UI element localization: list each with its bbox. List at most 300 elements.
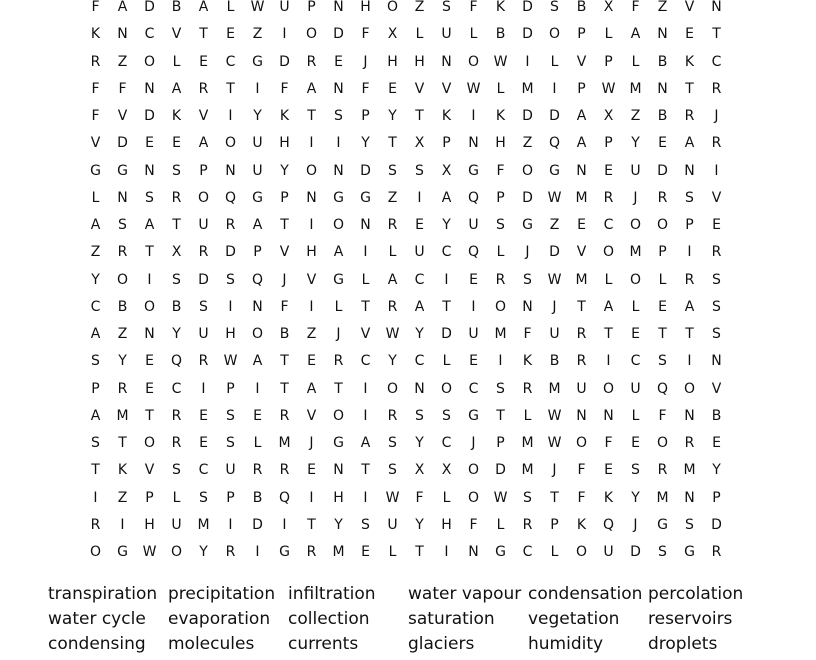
grid-letter: V xyxy=(441,80,452,97)
grid-letter: U xyxy=(414,244,425,261)
grid-letter: L xyxy=(172,53,181,70)
grid-row xyxy=(82,239,730,266)
grid-letter: Y xyxy=(631,135,640,152)
grid-letter: Y xyxy=(388,353,397,370)
grid-letter: S xyxy=(388,162,397,179)
grid-letter: R xyxy=(711,544,722,561)
grid-letter: D xyxy=(144,0,155,16)
grid-letter: I xyxy=(687,353,692,370)
grid-letter: G xyxy=(468,162,479,179)
grid-letter: J xyxy=(471,435,476,452)
grid-letter: N xyxy=(144,80,155,97)
grid-letter: L xyxy=(415,26,424,43)
grid-letter: Q xyxy=(251,271,264,288)
grid-letter: J xyxy=(633,189,638,206)
grid-letter: A xyxy=(144,217,155,234)
grid-letter: L xyxy=(550,544,559,561)
grid-letter: N xyxy=(306,189,317,206)
grid-letter: K xyxy=(603,489,614,506)
grid-letter: L xyxy=(172,489,181,506)
grid-row xyxy=(82,0,730,21)
grid-letter: H xyxy=(306,244,317,261)
grid-letter: C xyxy=(441,435,452,452)
grid-letter: U xyxy=(198,217,209,234)
grid-letter: N xyxy=(144,326,155,343)
grid-letter: R xyxy=(684,108,695,125)
grid-letter: Y xyxy=(415,435,424,452)
grid-letter: D xyxy=(144,108,155,125)
grid-letter: G xyxy=(333,189,344,206)
grid-letter: G xyxy=(90,162,101,179)
grid-letter: L xyxy=(523,407,532,424)
grid-letter: P xyxy=(199,162,208,179)
grid-letter: F xyxy=(523,326,532,343)
grid-letter: F xyxy=(577,462,586,479)
grid-row xyxy=(82,430,730,457)
grid-letter: S xyxy=(361,516,370,533)
grid-letter: R xyxy=(711,135,722,152)
grid-letter: J xyxy=(309,435,314,452)
grid-letter: O xyxy=(467,489,480,506)
grid-row xyxy=(82,130,730,157)
grid-letter: I xyxy=(336,135,341,152)
grid-letter: Z xyxy=(549,217,560,234)
grid-letter: Y xyxy=(712,462,721,479)
grid-letter: S xyxy=(685,516,694,533)
word-bank-item: infiltration xyxy=(288,584,376,604)
grid-letter: V xyxy=(198,108,209,125)
grid-letter: Z xyxy=(90,244,101,261)
grid-letter: X xyxy=(387,26,398,43)
grid-letter: U xyxy=(252,135,263,152)
grid-letter: D xyxy=(522,108,533,125)
grid-letter: R xyxy=(279,462,290,479)
grid-letter: T xyxy=(172,217,181,234)
grid-letter: J xyxy=(714,108,719,125)
grid-letter: T xyxy=(307,516,316,533)
grid-letter: F xyxy=(91,80,100,97)
grid-letter: S xyxy=(631,462,640,479)
grid-letter: D xyxy=(441,326,452,343)
grid-letter: G xyxy=(279,544,290,561)
grid-letter: W xyxy=(547,435,562,452)
grid-letter: F xyxy=(469,0,478,16)
grid-letter: T xyxy=(280,353,289,370)
grid-letter: B xyxy=(657,108,668,125)
grid-letter: D xyxy=(522,26,533,43)
grid-letter: Y xyxy=(172,326,181,343)
word-bank-item: humidity xyxy=(528,634,604,654)
grid-letter: T xyxy=(280,380,289,397)
grid-row xyxy=(82,267,730,294)
grid-letter: C xyxy=(360,353,371,370)
grid-letter: M xyxy=(494,326,507,343)
grid-letter: W xyxy=(547,271,562,288)
grid-letter: E xyxy=(631,435,640,452)
word-bank-item: reservoirs xyxy=(648,609,733,629)
grid-letter: N xyxy=(522,298,533,315)
grid-letter: L xyxy=(388,544,397,561)
grid-letter: T xyxy=(415,108,424,125)
grid-letter: R xyxy=(117,244,128,261)
grid-letter: O xyxy=(548,26,561,43)
grid-letter: H xyxy=(333,489,344,506)
grid-letter: A xyxy=(333,244,344,261)
grid-letter: K xyxy=(684,53,695,70)
grid-letter: M xyxy=(575,189,588,206)
grid-letter: N xyxy=(117,26,128,43)
grid-letter: S xyxy=(712,298,721,315)
grid-letter: J xyxy=(363,53,368,70)
grid-letter: E xyxy=(334,53,343,70)
grid-letter: N xyxy=(684,162,695,179)
grid-letter: B xyxy=(576,0,587,16)
grid-letter: L xyxy=(91,189,100,206)
grid-letter: A xyxy=(576,135,587,152)
grid-letter: T xyxy=(442,298,451,315)
grid-letter: S xyxy=(199,489,208,506)
grid-letter: P xyxy=(496,435,505,452)
grid-letter: Y xyxy=(118,353,127,370)
grid-row xyxy=(82,512,730,539)
grid-letter: I xyxy=(417,189,422,206)
grid-letter: S xyxy=(685,189,694,206)
grid-letter: R xyxy=(198,353,209,370)
grid-letter: O xyxy=(494,298,507,315)
grid-letter: W xyxy=(223,353,238,370)
grid-letter: H xyxy=(441,516,452,533)
grid-letter: V xyxy=(711,380,722,397)
grid-letter: V xyxy=(90,135,101,152)
grid-letter: W xyxy=(385,326,400,343)
grid-letter: G xyxy=(657,516,668,533)
grid-letter: M xyxy=(629,80,642,97)
grid-letter: O xyxy=(170,544,183,561)
grid-letter: O xyxy=(251,326,264,343)
grid-letter: P xyxy=(442,135,451,152)
grid-letter: J xyxy=(282,271,287,288)
grid-row xyxy=(82,185,730,212)
grid-letter: O xyxy=(305,26,318,43)
grid-letter: R xyxy=(306,544,317,561)
grid-letter: N xyxy=(144,162,155,179)
grid-letter: E xyxy=(253,407,262,424)
grid-letter: J xyxy=(633,516,638,533)
grid-letter: T xyxy=(415,544,424,561)
grid-letter: M xyxy=(116,407,129,424)
grid-letter: O xyxy=(467,462,480,479)
grid-letter: G xyxy=(684,544,695,561)
grid-letter: L xyxy=(496,244,505,261)
grid-letter: P xyxy=(712,489,721,506)
grid-letter: I xyxy=(228,108,233,125)
grid-letter: S xyxy=(658,353,667,370)
grid-letter: T xyxy=(685,80,694,97)
grid-letter: U xyxy=(387,516,398,533)
grid-letter: U xyxy=(198,326,209,343)
grid-letter: B xyxy=(657,53,668,70)
grid-letter: U xyxy=(549,326,560,343)
grid-letter: A xyxy=(117,0,128,16)
grid-letter: P xyxy=(577,80,586,97)
grid-letter: S xyxy=(118,217,127,234)
grid-letter: B xyxy=(711,407,722,424)
grid-letter: V xyxy=(576,53,587,70)
word-bank-item: evaporation xyxy=(168,609,271,629)
grid-letter: H xyxy=(414,53,425,70)
grid-letter: I xyxy=(228,516,233,533)
grid-letter: J xyxy=(336,326,341,343)
grid-letter: M xyxy=(278,435,291,452)
grid-letter: I xyxy=(552,80,557,97)
grid-letter: W xyxy=(142,544,157,561)
grid-letter: O xyxy=(575,435,588,452)
grid-letter: S xyxy=(415,162,424,179)
grid-letter: F xyxy=(91,0,100,16)
grid-letter: R xyxy=(603,189,614,206)
grid-letter: U xyxy=(225,462,236,479)
grid-letter: E xyxy=(145,353,154,370)
grid-letter: Q xyxy=(467,244,480,261)
grid-letter: R xyxy=(171,435,182,452)
grid-letter: G xyxy=(117,162,128,179)
grid-letter: R xyxy=(117,380,128,397)
grid-letter: T xyxy=(496,407,505,424)
word-bank xyxy=(48,582,808,657)
grid-letter: X xyxy=(441,462,452,479)
grid-letter: F xyxy=(577,489,586,506)
grid-letter: O xyxy=(629,271,642,288)
grid-letter: E xyxy=(604,162,613,179)
grid-letter: T xyxy=(604,326,613,343)
grid-letter: E xyxy=(631,326,640,343)
grid-letter: R xyxy=(171,189,182,206)
grid-letter: H xyxy=(144,516,155,533)
grid-letter: E xyxy=(145,135,154,152)
grid-letter: A xyxy=(90,407,101,424)
grid-letter: K xyxy=(117,462,128,479)
grid-letter: I xyxy=(282,516,287,533)
word-search-grid xyxy=(82,0,730,566)
grid-letter: P xyxy=(577,26,586,43)
grid-letter: A xyxy=(360,435,371,452)
grid-letter: H xyxy=(360,0,371,16)
grid-letter: E xyxy=(712,435,721,452)
grid-letter: K xyxy=(441,108,452,125)
grid-row xyxy=(82,403,730,430)
grid-letter: Z xyxy=(117,326,128,343)
grid-letter: V xyxy=(684,0,695,16)
grid-letter: Q xyxy=(548,135,561,152)
grid-letter: O xyxy=(602,244,615,261)
grid-letter: A xyxy=(198,135,209,152)
grid-letter: F xyxy=(658,407,667,424)
grid-letter: D xyxy=(549,108,560,125)
grid-letter: T xyxy=(91,462,100,479)
grid-letter: I xyxy=(282,26,287,43)
grid-letter: O xyxy=(656,217,669,234)
grid-letter: R xyxy=(198,80,209,97)
grid-letter: L xyxy=(442,489,451,506)
word-bank-item: molecules xyxy=(168,634,255,654)
grid-letter: E xyxy=(199,53,208,70)
grid-letter: K xyxy=(279,108,290,125)
grid-letter: S xyxy=(172,162,181,179)
grid-letter: C xyxy=(144,26,155,43)
grid-letter: I xyxy=(228,298,233,315)
grid-letter: T xyxy=(361,298,370,315)
grid-letter: Z xyxy=(630,108,641,125)
grid-letter: P xyxy=(226,380,235,397)
grid-letter: T xyxy=(145,407,154,424)
grid-letter: D xyxy=(522,189,533,206)
grid-letter: P xyxy=(658,244,667,261)
grid-letter: S xyxy=(442,0,451,16)
grid-letter: E xyxy=(415,217,424,234)
grid-letter: U xyxy=(279,0,290,16)
grid-letter: S xyxy=(199,298,208,315)
grid-letter: N xyxy=(576,162,587,179)
grid-letter: X xyxy=(171,244,182,261)
grid-letter: Z xyxy=(522,135,533,152)
grid-letter: R xyxy=(279,407,290,424)
grid-letter: P xyxy=(91,380,100,397)
grid-letter: R xyxy=(306,53,317,70)
grid-row xyxy=(82,21,730,48)
grid-letter: N xyxy=(603,407,614,424)
grid-letter: A xyxy=(252,353,263,370)
grid-letter: R xyxy=(198,244,209,261)
grid-letter: X xyxy=(603,0,614,16)
grid-letter: Y xyxy=(253,108,262,125)
grid-letter: S xyxy=(145,189,154,206)
grid-letter: A xyxy=(387,271,398,288)
grid-letter: M xyxy=(521,462,534,479)
grid-letter: Z xyxy=(252,26,263,43)
grid-letter: Z xyxy=(387,189,398,206)
grid-letter: V xyxy=(576,244,587,261)
grid-letter: Y xyxy=(415,326,424,343)
grid-letter: V xyxy=(306,271,317,288)
grid-letter: B xyxy=(252,489,263,506)
grid-letter: M xyxy=(521,80,534,97)
grid-row xyxy=(82,294,730,321)
grid-letter: P xyxy=(307,0,316,16)
grid-letter: B xyxy=(171,0,182,16)
grid-letter: S xyxy=(226,271,235,288)
grid-letter: N xyxy=(657,80,668,97)
grid-letter: S xyxy=(496,380,505,397)
grid-letter: L xyxy=(658,271,667,288)
grid-letter: S xyxy=(172,271,181,288)
grid-letter: O xyxy=(197,189,210,206)
grid-letter: E xyxy=(307,462,316,479)
word-bank-item: collection xyxy=(288,609,370,629)
grid-letter: E xyxy=(226,26,235,43)
grid-letter: M xyxy=(521,435,534,452)
grid-letter: E xyxy=(604,462,613,479)
grid-letter: K xyxy=(90,26,101,43)
grid-letter: F xyxy=(469,516,478,533)
grid-letter: H xyxy=(279,135,290,152)
grid-letter: G xyxy=(117,544,128,561)
grid-letter: B xyxy=(549,353,560,370)
grid-letter: L xyxy=(496,516,505,533)
grid-letter: R xyxy=(252,462,263,479)
grid-letter: C xyxy=(90,298,101,315)
grid-letter: W xyxy=(547,189,562,206)
grid-letter: A xyxy=(684,135,695,152)
grid-letter: P xyxy=(361,108,370,125)
grid-letter: C xyxy=(198,462,209,479)
grid-letter: S xyxy=(91,435,100,452)
grid-row xyxy=(82,539,730,566)
grid-letter: Q xyxy=(602,516,615,533)
grid-letter: A xyxy=(603,298,614,315)
grid-letter: E xyxy=(712,217,721,234)
grid-letter: P xyxy=(685,217,694,234)
grid-letter: E xyxy=(307,353,316,370)
grid-letter: W xyxy=(493,489,508,506)
grid-letter: I xyxy=(525,53,530,70)
grid-letter: E xyxy=(469,271,478,288)
grid-letter: N xyxy=(441,53,452,70)
grid-letter: R xyxy=(387,407,398,424)
grid-letter: M xyxy=(332,544,345,561)
word-bank-item: percolation xyxy=(648,584,744,604)
grid-letter: D xyxy=(279,53,290,70)
grid-letter: V xyxy=(414,80,425,97)
grid-letter: I xyxy=(471,108,476,125)
grid-letter: T xyxy=(550,489,559,506)
grid-letter: U xyxy=(468,217,479,234)
grid-letter: R xyxy=(684,271,695,288)
grid-letter: F xyxy=(361,26,370,43)
grid-letter: C xyxy=(630,353,641,370)
grid-letter: T xyxy=(307,108,316,125)
grid-letter: I xyxy=(363,244,368,261)
grid-letter: W xyxy=(547,407,562,424)
grid-letter: I xyxy=(309,489,314,506)
grid-letter: O xyxy=(683,380,696,397)
grid-row xyxy=(82,485,730,512)
grid-letter: R xyxy=(90,516,101,533)
grid-letter: C xyxy=(225,53,236,70)
grid-letter: O xyxy=(143,435,156,452)
grid-letter: N xyxy=(333,80,344,97)
grid-letter: O xyxy=(143,298,156,315)
grid-letter: K xyxy=(576,516,587,533)
grid-letter: P xyxy=(496,189,505,206)
grid-letter: Z xyxy=(306,326,317,343)
grid-letter: O xyxy=(332,217,345,234)
grid-letter: E xyxy=(199,435,208,452)
grid-letter: L xyxy=(604,26,613,43)
grid-letter: O xyxy=(332,407,345,424)
grid-letter: E xyxy=(199,407,208,424)
grid-letter: I xyxy=(255,544,260,561)
grid-letter: N xyxy=(360,217,371,234)
grid-letter: N xyxy=(711,0,722,16)
grid-letter: O xyxy=(629,217,642,234)
grid-letter: T xyxy=(577,298,586,315)
grid-letter: V xyxy=(144,462,155,479)
grid-letter: S xyxy=(658,544,667,561)
grid-letter: I xyxy=(93,489,98,506)
grid-letter: I xyxy=(498,353,503,370)
grid-letter: D xyxy=(252,516,263,533)
grid-letter: F xyxy=(415,489,424,506)
